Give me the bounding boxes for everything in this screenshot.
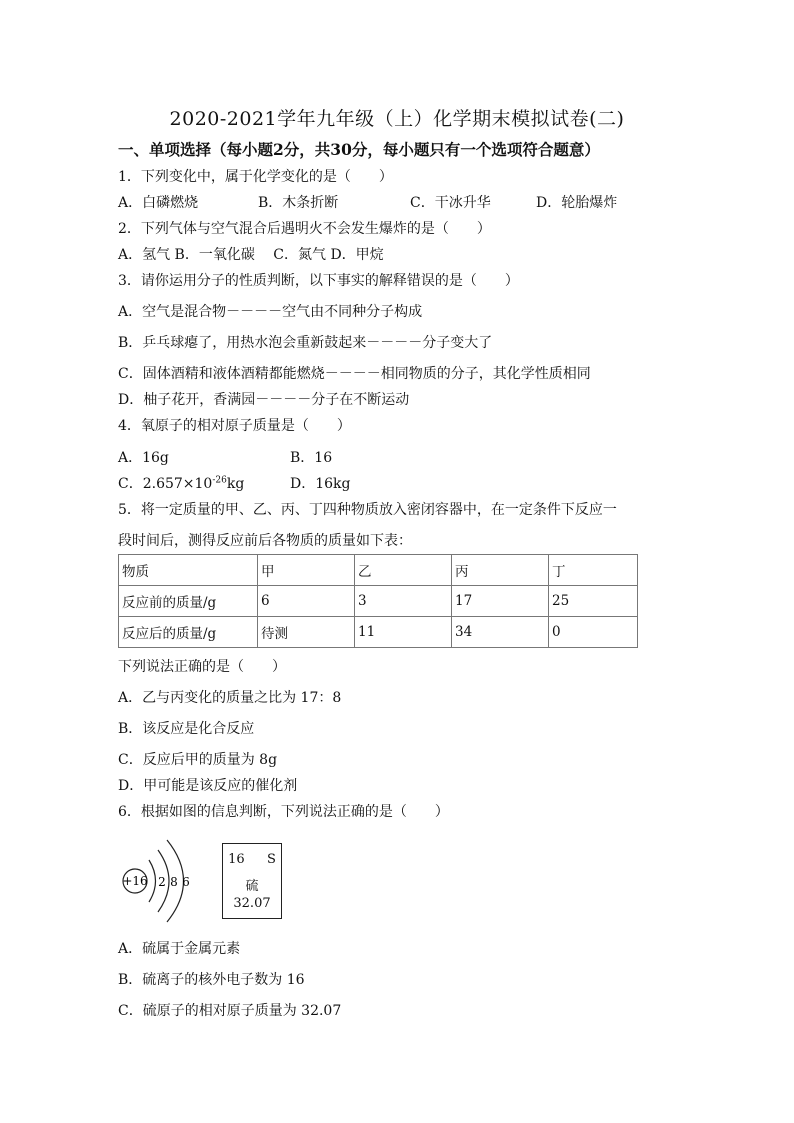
q1-option-b: B．木条折断 [258, 195, 339, 211]
mass-table [118, 554, 638, 648]
electron-shell-1 [149, 860, 156, 902]
q1-option-a: A．白磷燃烧 [118, 195, 199, 211]
table-cell: 反应前的质量/g [119, 586, 258, 617]
q3-option-b: B．乒乓球瘪了，用热水泡会重新鼓起来－－－－分子变大了 [118, 335, 493, 351]
table-row [119, 617, 638, 648]
table-cell: 甲 [258, 555, 355, 586]
q3-stem: 3．请你运用分子的性质判断，以下事实的解释错误的是（ ） [118, 273, 519, 289]
table-cell: 丙 [452, 555, 549, 586]
q1-option-c: C．干冰升华 [410, 195, 491, 211]
table-cell: 0 [549, 617, 638, 648]
exam-title: 2020-2021学年九年级（上）化学期末模拟试卷(二) [169, 108, 625, 130]
table-cell: 3 [355, 586, 452, 617]
q6-stem: 6．根据如图的信息判断，下列说法正确的是（ ） [118, 804, 449, 820]
shell-electrons-3: 6 [182, 875, 190, 889]
section-heading: 一、单项选择（每小题2分，共30分，每小题只有一个选项符合题意） [118, 140, 600, 159]
table-cell: 25 [549, 586, 638, 617]
q2-stem: 2．下列气体与空气混合后遇明火不会发生爆炸的是（ ） [118, 221, 491, 237]
atomic-mass: 32.07 [233, 896, 271, 911]
table-cell: 34 [452, 617, 549, 648]
q5-option-a: A．乙与丙变化的质量之比为 17：8 [118, 690, 342, 706]
q4-option-b: B．16 [290, 450, 333, 466]
table-cell: 11 [355, 617, 452, 648]
nucleus-charge: +16 [122, 874, 148, 888]
q5-option-d: D．甲可能是该反应的催化剂 [118, 778, 298, 794]
q6-option-b: B．硫离子的核外电子数为 16 [118, 972, 305, 988]
table-cell: 17 [452, 586, 549, 617]
table-cell: 6 [258, 586, 355, 617]
q3-option-a: A．空气是混合物－－－－空气由不同种分子构成 [118, 304, 423, 320]
q6-option-c: C．硫原子的相对原子质量为 32.07 [118, 1003, 342, 1019]
shell-electrons-2: 8 [170, 875, 178, 889]
q6-option-a: A．硫属于金属元素 [118, 941, 241, 957]
table-cell: 物质 [119, 555, 258, 586]
q3-option-c: C．固体酒精和液体酒精都能燃烧－－－－相同物质的分子，其化学性质相同 [118, 366, 591, 382]
table-cell: 乙 [355, 555, 452, 586]
table-cell: 反应后的质量/g [119, 617, 258, 648]
periodic-element-card [222, 843, 282, 919]
q1-stem: 1．下列变化中，属于化学变化的是（ ） [118, 169, 393, 185]
q5-option-c: C．反应后甲的质量为 8g [118, 752, 278, 768]
table-cell: 丁 [549, 555, 638, 586]
q5-option-b: B．该反应是化合反应 [118, 721, 255, 737]
q5-stem-line1: 5．将一定质量的甲、乙、丙、丁四种物质放入密闭容器中，在一定条件下反应一 [118, 502, 617, 518]
q4-option-d: D．16kg [290, 476, 351, 492]
table-cell: 待测 [258, 617, 355, 648]
table-row [119, 586, 638, 617]
q3-option-d: D．柚子花开，香满园－－－－分子在不断运动 [118, 392, 410, 408]
q5-prompt: 下列说法正确的是（ ） [118, 659, 286, 675]
q4-option-c: C．$2.657\times 10^{-26}kg$ [118, 475, 245, 492]
shell-electrons-1: 2 [158, 875, 166, 889]
table-header-row [119, 555, 638, 586]
element-symbol: S [266, 852, 276, 867]
q5-stem-line2: 段时间后，测得反应前后各物质的质量如下表： [118, 533, 412, 549]
q4-stem: 4．氧原子的相对原子质量是（ ） [118, 418, 351, 434]
q1-option-d: D．轮胎爆炸 [536, 195, 618, 211]
element-name: 硫 [245, 879, 259, 894]
atomic-number: 16 [228, 852, 245, 867]
q2-options: A．氢气 B．一氧化碳 C．氮气 D．甲烷 [118, 247, 384, 263]
q4-option-a: A．16g [118, 450, 169, 466]
